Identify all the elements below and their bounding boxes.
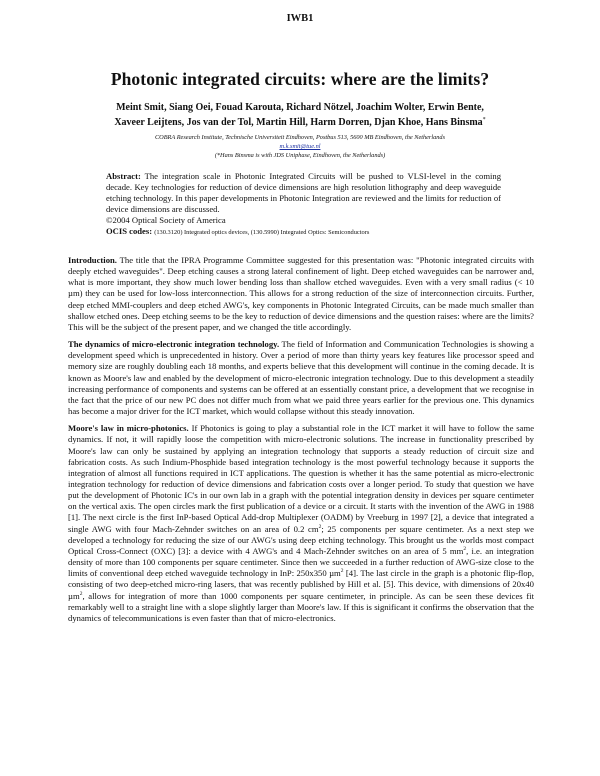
author-list <box>90 101 510 129</box>
ocis-text: (130.3120) Integrated optics devices, (130.5990) Integrated Optics: Semiconductors <box>154 229 370 236</box>
section-introduction <box>68 255 534 333</box>
affiliation <box>60 133 540 160</box>
section-text: ; 25 components per square centimeter. As a next step we developed a technology for reducing the size of our AWG's using deep etching technology. This brought us the worlds most compact Optical Cross-Connect (OXC) [3]: a device with 4 AWG's and 4 Mach-Zehnder switches on an area of 5 mm <box>68 523 534 556</box>
section-text: The title that the IPRA Programme Committee suggested for this presentation was: "Photonic integrated circuits with deeply etched waveguides". Deep etching causes a strong lateral confinement of light. Deep etched waveguides can be narrower and, what is more important, they show much lower bending loss than shallow etched waveguides. Even with a very small radius (< 10 µm) they can be used for low-loss interconnection. This allows for a strong reduction of the size of interconnection circuits. Further, deep etched MMI-couplers and deep etched AWG's, key components in Photonic Integrated Circuits, can be made much smaller than shallow etched ones. Deep etching seems to be the key to reduction of device dimensions and the question raises: where are the limits? This will be the subject of the present paper, and we changed the title accordingly. <box>68 255 534 332</box>
ocis-codes <box>106 226 501 238</box>
section-moore <box>68 423 534 624</box>
superscript: 2 <box>79 590 83 597</box>
section-text: , i.e. an integration density of more than 100 components per square centimeter. Since then we succeeded in a further reduction of AWG-size close to the limits of conventional deep etched waveguide technology in InP: 250x350 µm <box>68 545 534 579</box>
section-text: , allows for integration of more than 1000 components per square centimeter, in principle. As can be seen these devices fit remarkably well to a straight line with a slope slightly larger than Moore's law. If this is significant it confirms the observation that the dynamics of telecommunications is even faster than that of micro-electronics. <box>68 590 534 623</box>
section-heading: The dynamics of micro-electronic integration technology. <box>68 339 280 350</box>
abstract-text: The integration scale in Photonic Integrated Circuits will be pushed to VLSI-level in the coming decade. Key technologies for reduction of device dimensions are high resolution lithography and deep waveguide etching technology. In this paper developments in Photonic Integration are reviewed and the limits for reduction of device dimensions are discussed. <box>106 171 501 214</box>
section-dynamics <box>68 339 534 417</box>
paper-code: IWB1 <box>286 13 314 24</box>
author-line-1: Meint Smit, Siang Oei, Fouad Karouta, Richard Nötzel, Joachim Wolter, Erwin Bente, <box>116 102 484 113</box>
paper-title: Photonic integrated circuits: where are the limits? <box>110 69 490 89</box>
abstract-label: Abstract: <box>106 171 141 181</box>
superscript: 2 <box>463 546 467 553</box>
section-text: [4]. The last circle in the graph is a photonic flip-flop, consisting of two deep-etched micro-ring lasers, that was recently published by Hill et al. [5]. This device, with dimensions of 20x40 µm <box>68 568 535 601</box>
superscript: 2 <box>318 523 322 530</box>
section-heading: Moore's law in micro-photonics. <box>68 423 189 434</box>
section-text: If Photonics is going to play a substantial role in the ICT market it will have to follow the same dynamics. If not, it will rapidly loose the competition with micro-electronic solutions. The increase in functionality prescribed by Moore's law can only be sustained by applying an integration technology that supports a steady reduction of circuit size and fabrication costs. As such Indium-Phosphide based integration technology is the most powerful technology because it supports the integration of almost all functions required in ICT applications. The question is whether it has the same potential as micro-electronic integration technology for reduction of device dimensions and fabrication costs over a longer period. To study that question we have put the development of Photonic IC's in our own lab in a graph with the potential integration density in devices per square centimeter on the vertical axis. The open circles mark the first publication of a device or a circuit. It starts with the invention of the AWG in 1988 [1]. The next circle is the first InP-based Optical Add-drop Multiplexer (OADM) by Vreeburg in 1997 [2], a device that integrated a single AWG with four Mach-Zehnder switches on an area of 0.2 cm <box>68 423 535 534</box>
email-link[interactable]: m.k.smit@tue.nl <box>279 143 321 150</box>
section-text: The field of Information and Communication Technologies is showing a development speed which is unprecedented in history. Over a period of more than thirty years key features like processor speed and memory size are roughly doubling each 18 months, and experts believe that this development will continue in the coming decade. It is known as Moore's law and enabled by the development of micro-electronic integration technology. Due to this development a steadily increasing performance of components and systems can be offered at an essentially constant price, a development that we recognise in the fact that the price of our new PC does not differ much from what we paid three years earlier for the previous one. This dynamics has become a major driver for the ICT market, which would collapse without this steady innovation. <box>68 339 534 417</box>
paper-body <box>68 255 534 630</box>
section-heading: Introduction. <box>68 255 117 265</box>
author-footnote-star: * <box>482 117 486 123</box>
author-line-2-text: Xaveer Leijtens, Jos van der Tol, Martin Hill, Harm Dorren, Djan Khoe, Hans Binsma <box>114 117 483 128</box>
ocis-label: OCIS codes: <box>106 226 153 236</box>
copyright: ©2004 Optical Society of America <box>106 215 226 225</box>
affiliation-institute: COBRA Research Institute, Technische Universiteit Eindhoven, Postbus 513, 5600 MB Eindhoven, the Netherlands <box>154 134 446 141</box>
abstract-paragraph <box>106 171 501 215</box>
author-line-2 <box>90 114 510 129</box>
abstract <box>106 171 501 238</box>
affiliation-note: (*Hans Binsma is with JDS Uniphase, Eindhoven, the Netherlands) <box>214 152 386 159</box>
superscript: 2 <box>340 568 344 575</box>
